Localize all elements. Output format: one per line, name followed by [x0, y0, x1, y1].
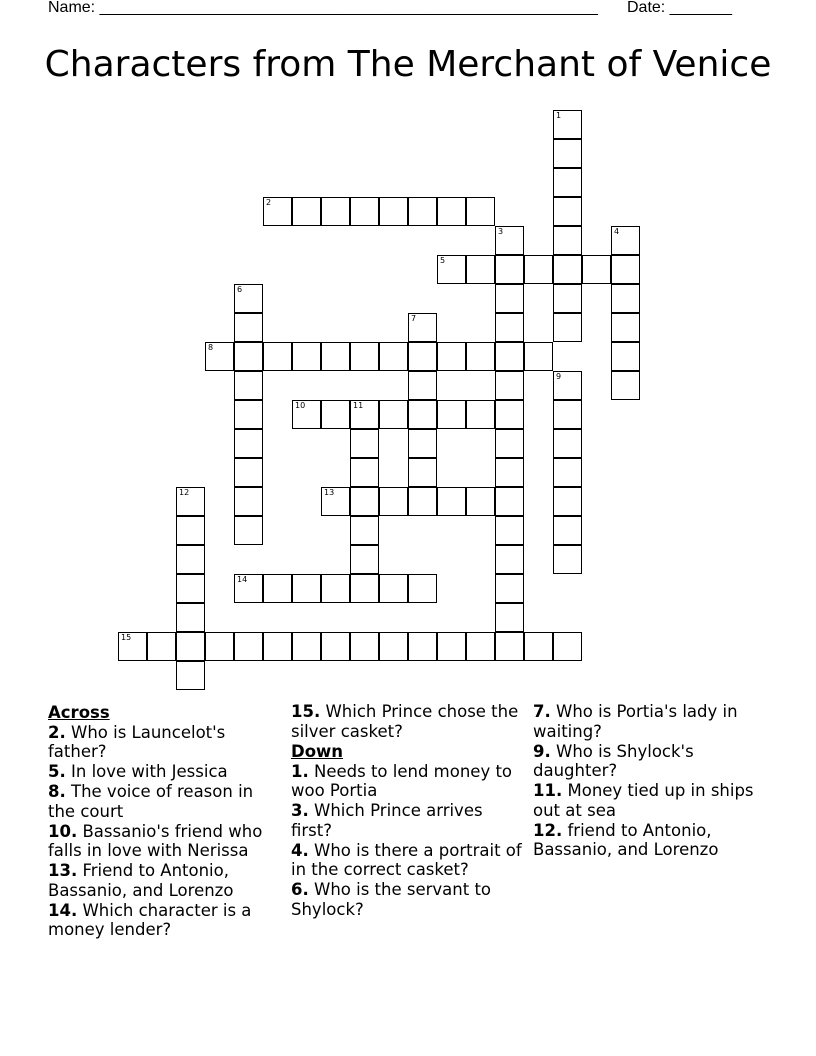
clue-number-label: 9	[556, 372, 562, 381]
crossword-cell[interactable]	[437, 197, 466, 226]
clue-down-12	[533, 821, 768, 860]
crossword-cell[interactable]	[321, 487, 350, 516]
crossword-cell[interactable]	[379, 632, 408, 661]
crossword-cell[interactable]	[350, 342, 379, 371]
clue-number: 12.	[533, 820, 563, 840]
clue-number: 8.	[48, 782, 66, 801]
crossword-cell[interactable]	[553, 545, 582, 574]
crossword-cell[interactable]	[466, 400, 495, 429]
crossword-cell[interactable]	[379, 574, 408, 603]
clue-number: 1.	[291, 761, 309, 781]
crossword-cell[interactable]	[553, 429, 582, 458]
crossword-cell[interactable]	[292, 400, 321, 429]
crossword-cell[interactable]	[553, 313, 582, 342]
crossword-cell[interactable]	[234, 284, 263, 313]
crossword-cell[interactable]	[234, 342, 263, 371]
clue-text: Which Prince chose the silver casket?	[291, 702, 519, 741]
crossword-cell[interactable]	[350, 487, 379, 516]
clue-number: 13.	[48, 861, 78, 880]
crossword-cell[interactable]	[321, 342, 350, 371]
clue-number: 6.	[291, 880, 309, 899]
clue-down-4	[291, 841, 526, 880]
crossword-cell[interactable]	[524, 342, 553, 371]
clue-down-7	[533, 702, 768, 741]
crossword-cell[interactable]	[611, 226, 640, 255]
name-field-label: Name: ________________________________________________________	[48, 0, 598, 16]
crossword-cell[interactable]	[350, 545, 379, 574]
clue-number: 9.	[533, 741, 551, 761]
crossword-cell[interactable]	[495, 574, 524, 603]
crossword-cell[interactable]	[263, 197, 292, 226]
clue-across-8	[48, 782, 283, 821]
clue-text: In love with Jessica	[71, 762, 228, 781]
crossword-cell[interactable]	[118, 632, 147, 661]
clue-down-1	[291, 762, 526, 801]
crossword-cell[interactable]	[234, 574, 263, 603]
clue-number-label: 13	[324, 488, 335, 497]
clue-down-6	[291, 880, 526, 919]
crossword-cell[interactable]	[292, 342, 321, 371]
crossword-cell[interactable]	[176, 603, 205, 632]
crossword-cell[interactable]	[234, 632, 263, 661]
clue-number-label: 7	[411, 314, 417, 323]
clue-number-label: 3	[498, 227, 504, 236]
clue-text: Which character is a money lender?	[48, 900, 252, 939]
crossword-cell[interactable]	[379, 487, 408, 516]
clue-text: friend to Antonio, Bassanio, and Lorenzo	[533, 820, 719, 859]
clue-text: Who is Portia's lady in waiting?	[533, 702, 738, 741]
clue-number: 4.	[291, 840, 309, 860]
clue-text: Which Prince arrives first?	[291, 801, 483, 840]
crossword-cell[interactable]	[350, 632, 379, 661]
clue-number: 3.	[291, 801, 309, 820]
crossword-cell[interactable]	[321, 632, 350, 661]
crossword-cell[interactable]	[234, 400, 263, 429]
crossword-cell[interactable]	[437, 487, 466, 516]
crossword-cell[interactable]	[379, 342, 408, 371]
crossword-cell[interactable]	[379, 400, 408, 429]
crossword-cell[interactable]	[263, 574, 292, 603]
clue-number-label: 6	[237, 285, 243, 294]
clues-column-2	[291, 702, 526, 920]
clue-number-label: 12	[179, 488, 190, 497]
crossword-cell[interactable]	[408, 313, 437, 342]
clue-number-label: 11	[353, 401, 364, 410]
crossword-cell[interactable]	[466, 255, 495, 284]
crossword-cell[interactable]	[553, 400, 582, 429]
crossword-cell[interactable]	[495, 603, 524, 632]
crossword-cell[interactable]	[408, 458, 437, 487]
clue-text: Who is there a portrait of in the correct casket?	[291, 840, 522, 879]
clue-number: 7.	[533, 702, 551, 721]
crossword-cell[interactable]	[553, 139, 582, 168]
crossword-cell[interactable]	[553, 516, 582, 545]
crossword-cell[interactable]	[466, 632, 495, 661]
crossword-cell[interactable]	[350, 516, 379, 545]
crossword-cell[interactable]	[408, 342, 437, 371]
crossword-cell[interactable]	[321, 400, 350, 429]
crossword-cell[interactable]	[176, 516, 205, 545]
crossword-cell[interactable]	[292, 632, 321, 661]
crossword-cell[interactable]	[495, 400, 524, 429]
crossword-cell[interactable]	[147, 632, 176, 661]
clue-text: Friend to Antonio, Bassanio, and Lorenzo	[48, 861, 234, 900]
crossword-cell[interactable]	[553, 255, 582, 284]
crossword-cell[interactable]	[495, 255, 524, 284]
crossword-cell[interactable]	[234, 429, 263, 458]
clue-number: 2.	[48, 722, 66, 742]
crossword-cell[interactable]	[408, 371, 437, 400]
crossword-cell[interactable]	[350, 429, 379, 458]
clue-number-label: 10	[295, 401, 306, 410]
clue-across-2	[48, 723, 283, 762]
clues-column-3	[533, 702, 768, 860]
clue-across-15	[291, 702, 526, 741]
crossword-cell[interactable]	[611, 371, 640, 400]
clue-across-14	[48, 901, 283, 940]
crossword-cell[interactable]	[176, 632, 205, 661]
crossword-cell[interactable]	[350, 458, 379, 487]
crossword-cell[interactable]	[495, 371, 524, 400]
crossword-cell[interactable]	[176, 545, 205, 574]
clue-number: 5.	[48, 762, 66, 781]
crossword-cell[interactable]	[495, 284, 524, 313]
crossword-cell[interactable]	[408, 400, 437, 429]
crossword-cell[interactable]	[234, 371, 263, 400]
crossword-cell[interactable]	[205, 632, 234, 661]
clue-text: Who is Launcelot's father?	[48, 722, 226, 761]
crossword-cell[interactable]	[553, 371, 582, 400]
crossword-cell[interactable]	[379, 197, 408, 226]
crossword-cell[interactable]	[611, 313, 640, 342]
crossword-cell[interactable]	[350, 574, 379, 603]
clue-down-3	[291, 801, 526, 840]
clue-number: 14.	[48, 900, 78, 920]
down-heading: Down	[291, 742, 344, 761]
crossword-cell[interactable]	[553, 226, 582, 255]
crossword-cell[interactable]	[466, 487, 495, 516]
crossword-cell[interactable]	[350, 197, 379, 226]
clue-number-label: 1	[556, 111, 562, 120]
crossword-cell[interactable]	[495, 516, 524, 545]
crossword-cell[interactable]	[176, 574, 205, 603]
clue-text: Bassanio's friend who falls in love with Nerissa	[48, 821, 263, 860]
clue-number-label: 8	[208, 343, 214, 352]
crossword-cell[interactable]	[437, 400, 466, 429]
crossword-cell[interactable]	[611, 342, 640, 371]
crossword-cell[interactable]	[495, 632, 524, 661]
crossword-cell[interactable]	[553, 197, 582, 226]
crossword-cell[interactable]	[350, 400, 379, 429]
clue-number-label: 2	[266, 198, 272, 207]
crossword-cell[interactable]	[553, 168, 582, 197]
clue-number-label: 15	[121, 633, 132, 642]
crossword-cell[interactable]	[582, 255, 611, 284]
crossword-cell[interactable]	[234, 458, 263, 487]
date-field-label: Date: _______	[627, 0, 732, 16]
crossword-cell[interactable]	[553, 487, 582, 516]
clue-number: 15.	[291, 702, 321, 721]
crossword-cell[interactable]	[176, 487, 205, 516]
crossword-cell[interactable]	[553, 110, 582, 139]
clue-number-label: 5	[440, 256, 446, 265]
crossword-cell[interactable]	[495, 458, 524, 487]
crossword-cell[interactable]	[176, 661, 205, 690]
crossword-cell[interactable]	[321, 197, 350, 226]
clues-column-1	[48, 702, 283, 940]
page-title: Characters from The Merchant of Venice	[44, 44, 772, 85]
crossword-cell[interactable]	[553, 632, 582, 661]
clue-number-label: 14	[237, 575, 248, 584]
crossword-cell[interactable]	[466, 197, 495, 226]
clue-text: Who is Shylock's daughter?	[533, 741, 694, 780]
crossword-cell[interactable]	[524, 255, 553, 284]
crossword-cell[interactable]	[292, 197, 321, 226]
crossword-cell[interactable]	[205, 342, 234, 371]
crossword-cell[interactable]	[495, 342, 524, 371]
clue-text: Money tied up in ships out at sea	[533, 781, 754, 820]
clue-text: The voice of reason in the court	[48, 782, 254, 821]
across-heading: Across	[48, 703, 110, 722]
crossword-cell[interactable]	[495, 487, 524, 516]
crossword-cell[interactable]	[495, 545, 524, 574]
clue-number: 10.	[48, 821, 78, 841]
crossword-cell[interactable]	[408, 429, 437, 458]
crossword-cell[interactable]	[408, 632, 437, 661]
crossword-cell[interactable]	[292, 574, 321, 603]
crossword-cell[interactable]	[408, 197, 437, 226]
crossword-cell[interactable]	[611, 255, 640, 284]
crossword-cell[interactable]	[437, 342, 466, 371]
clue-number: 11.	[533, 781, 563, 800]
crossword-cell[interactable]	[553, 284, 582, 313]
clue-across-13	[48, 861, 283, 900]
clue-text: Needs to lend money to woo Portia	[291, 761, 513, 800]
crossword-cell[interactable]	[437, 255, 466, 284]
crossword-cell[interactable]	[466, 342, 495, 371]
crossword-cell[interactable]	[408, 574, 437, 603]
crossword-cell[interactable]	[321, 574, 350, 603]
clue-across-5	[48, 762, 283, 782]
crossword-cell[interactable]	[408, 487, 437, 516]
crossword-cell[interactable]	[553, 458, 582, 487]
crossword-cell[interactable]	[611, 284, 640, 313]
clue-number-label: 4	[614, 227, 620, 236]
crossword-cell[interactable]	[234, 487, 263, 516]
crossword-cell[interactable]	[234, 516, 263, 545]
crossword-cell[interactable]	[263, 342, 292, 371]
crossword-cell[interactable]	[437, 632, 466, 661]
crossword-cell[interactable]	[495, 226, 524, 255]
crossword-cell[interactable]	[234, 313, 263, 342]
crossword-cell[interactable]	[263, 632, 292, 661]
clue-down-11	[533, 781, 768, 820]
crossword-cell[interactable]	[495, 313, 524, 342]
clue-across-10	[48, 822, 283, 861]
crossword-cell[interactable]	[495, 429, 524, 458]
crossword-cell[interactable]	[524, 632, 553, 661]
clue-down-9	[533, 742, 768, 781]
clue-text: Who is the servant to Shylock?	[291, 880, 492, 919]
